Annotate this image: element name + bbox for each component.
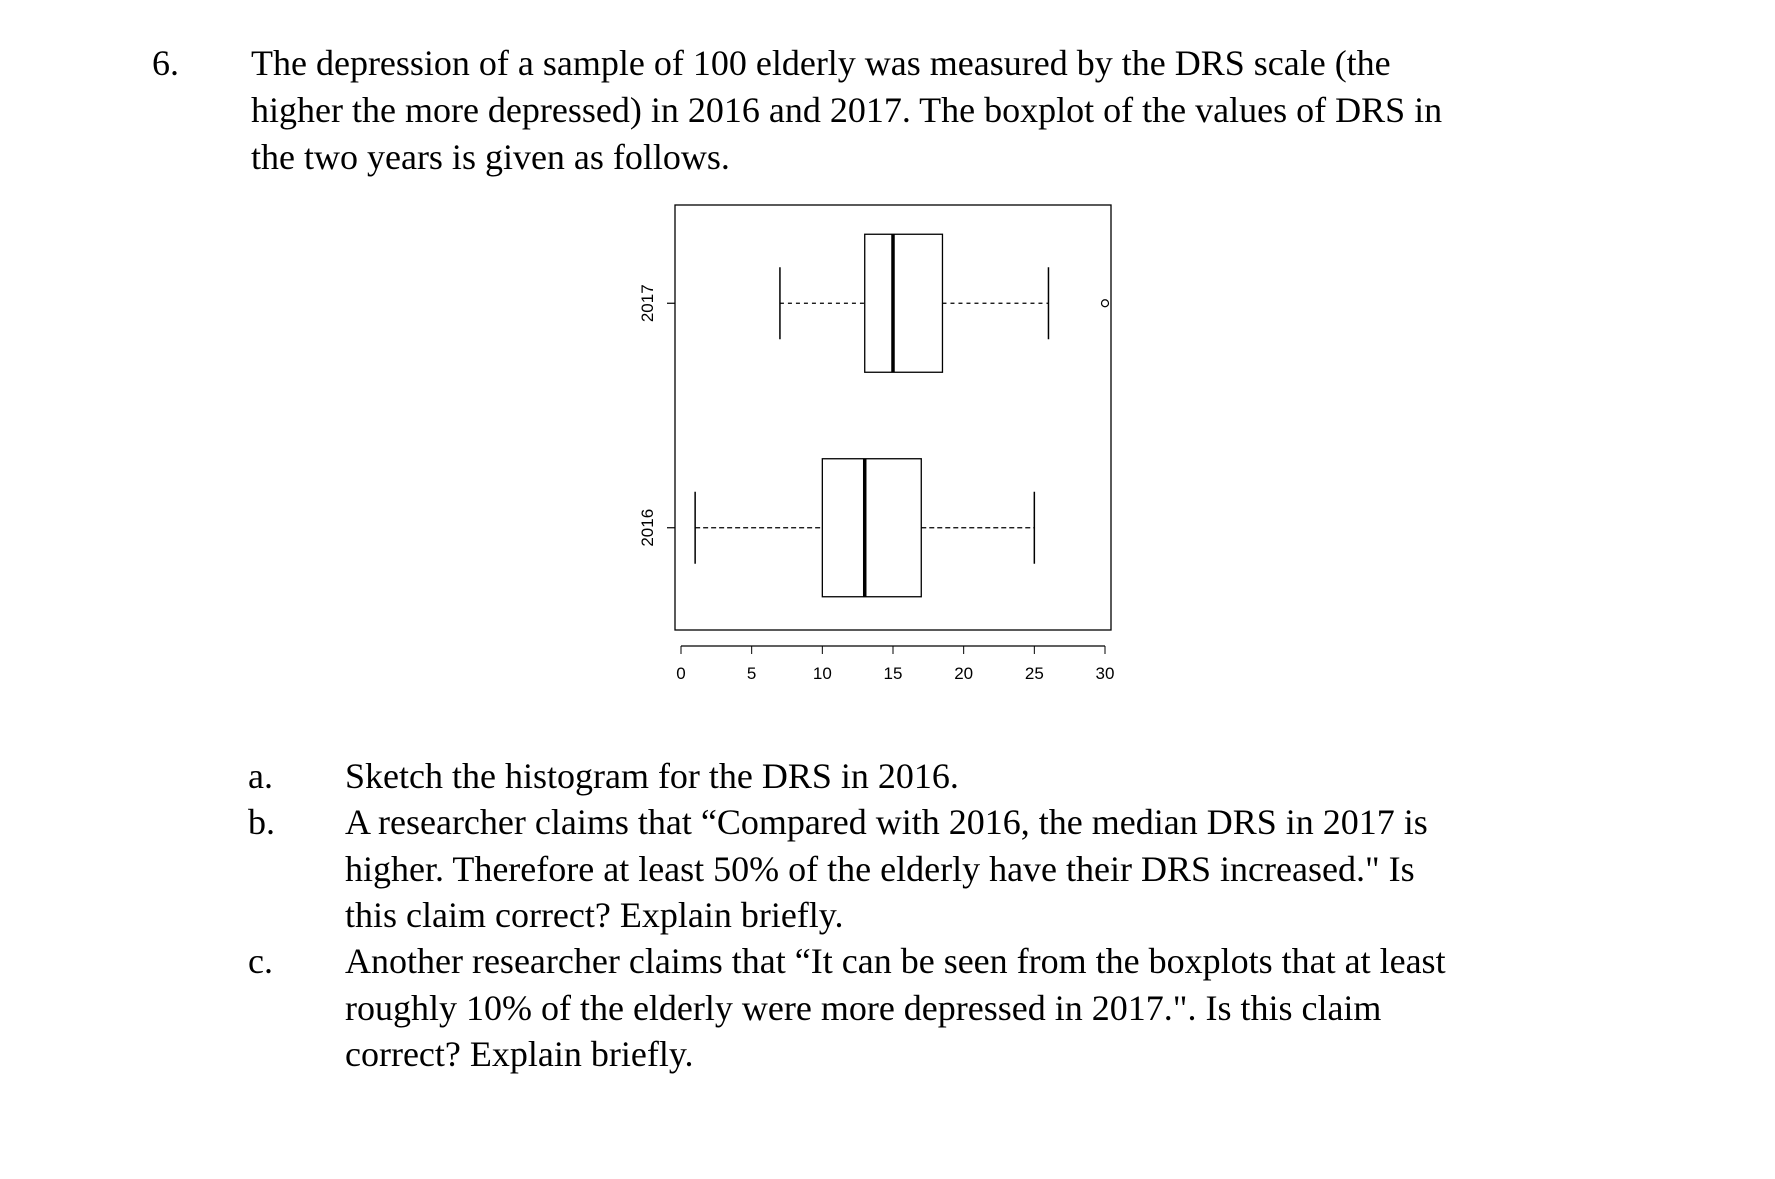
question-line: the two years is given as follows. <box>251 137 730 177</box>
x-tick-label: 5 <box>746 664 757 683</box>
y-category-label: 2016 <box>638 508 657 547</box>
subquestion-letter: b. <box>248 802 275 842</box>
drs-boxplot-chart <box>600 190 1120 700</box>
x-tick-label: 25 <box>1024 664 1044 683</box>
subquestion-line: Sketch the histogram for the DRS in 2016. <box>345 756 959 796</box>
subquestion-line: this claim correct? Explain briefly. <box>345 895 844 935</box>
box-iqr <box>865 234 943 372</box>
x-tick-label: 30 <box>1095 664 1115 683</box>
subquestion-line: roughly 10% of the elderly were more depressed in 2017.". Is this claim <box>345 987 1382 1028</box>
question-line: The depression of a sample of 100 elderly was measured by the DRS scale (the <box>251 43 1391 83</box>
x-tick-label: 15 <box>883 664 903 683</box>
subquestion-line: A researcher claims that “Compared with 2016, the median DRS in 2017 is <box>345 802 1428 842</box>
x-tick-label: 20 <box>954 664 974 683</box>
subquestion-body <box>345 938 1446 1078</box>
subquestion-letter: c. <box>248 941 273 981</box>
x-tick-label: 10 <box>812 664 832 683</box>
x-tick-label: 0 <box>676 664 686 683</box>
question-line: higher the more depressed) in 2016 and 2017. The boxplot of the values of DRS in <box>251 90 1443 130</box>
question-number: 6. <box>152 43 179 83</box>
subquestion-letter: a. <box>248 756 273 796</box>
subquestion-line: higher. Therefore at least 50% of the elderly have their DRS increased." Is <box>345 848 1415 889</box>
subquestion-body <box>345 753 959 800</box>
subquestion-line: correct? Explain briefly. <box>345 1034 694 1074</box>
y-category-label: 2017 <box>638 284 657 323</box>
subquestion-body <box>345 799 1428 939</box>
question-text <box>251 40 1631 181</box>
outlier-point <box>1102 300 1109 307</box>
subquestion-line: Another researcher claims that “It can be seen from the boxplots that at least <box>345 941 1446 981</box>
box-iqr <box>822 459 921 597</box>
